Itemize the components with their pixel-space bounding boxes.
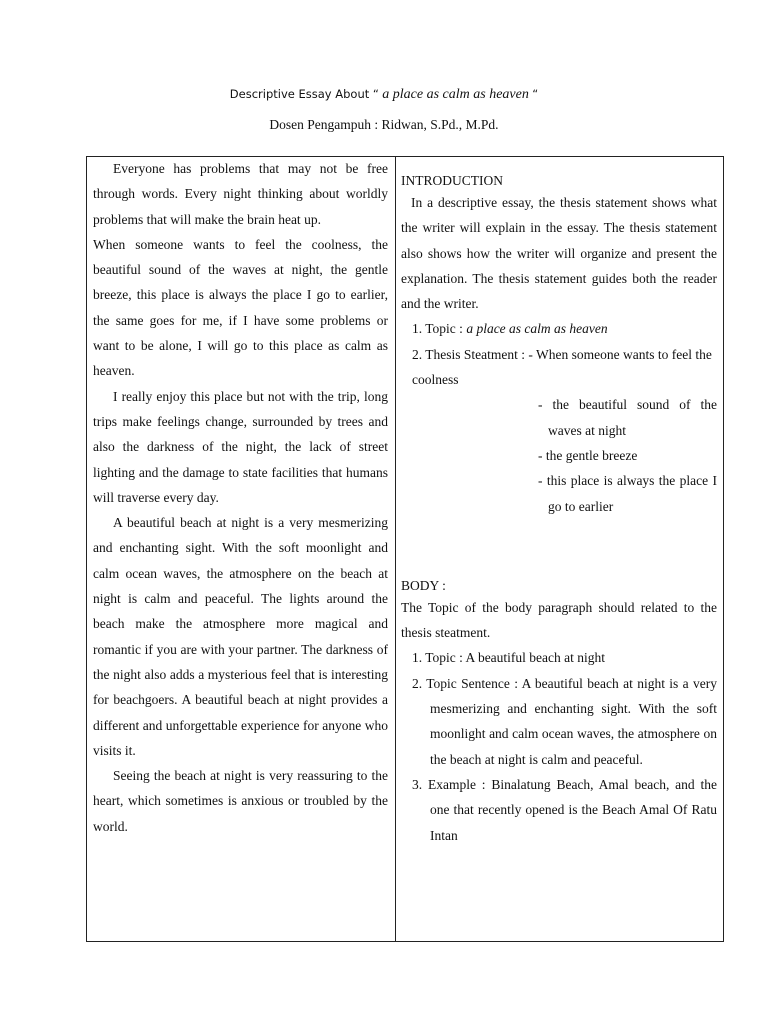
thesis-point: - this place is always the place I go to earlier	[538, 473, 717, 514]
thesis-point: - the beautiful sound of the waves at night	[538, 397, 717, 438]
body-item: 1. Topic : A beautiful beach at night	[412, 650, 606, 666]
introduction-heading: INTRODUCTION	[401, 173, 503, 188]
body-heading: BODY :	[401, 577, 446, 593]
outline-column	[401, 172, 717, 848]
title-suffix: “	[532, 87, 539, 101]
topic-value: a place as calm as heaven	[466, 321, 608, 337]
essay-table	[86, 156, 724, 942]
topic-label: 1. Topic :	[412, 321, 463, 337]
essay-paragraph: A beautiful beach at night is a very mesmerizing and enchanting sight. With the soft moonlight and calm ocean waves, the atmosphere on the beach at night is calm and peaceful. The lights around the beach make the atmosphere more magical and romantic if you are with your partner. The darkness of the night also adds a mysterious feel that is interesting for beachgoers. A beautiful beach at night provides a different and unforgettable experience for anyone who visits it.	[93, 515, 388, 758]
essay-paragraph: I really enjoy this place but not with the trip, long trips make feelings change, surrounded by trees and also the darkness of the night, the lack of street lighting and the damage to state facilities that humans will traverse every day.	[93, 388, 388, 505]
column-divider	[395, 157, 396, 941]
essay-paragraph: Everyone has problems that may not be free through words. Every night thinking about worldly problems that will make the brain heat up.	[93, 161, 388, 227]
thesis-point: When someone wants to feel the coolness	[412, 346, 712, 388]
essay-paragraph: When someone wants to feel the coolness, the beautiful sound of the waves at night, the gentle breeze, this place is always the place I go to earlier, the same goes for me, if I have some problems or want to be alone, I will go to this place as calm as heaven.	[93, 236, 388, 379]
introduction-text: In a descriptive essay, the thesis statement shows what the writer will explain in the essay. The thesis statement also shows how the writer will organize and present the explanation. The thesis statement guides both the reader and the writer.	[401, 195, 717, 312]
topic-item	[401, 316, 717, 341]
thesis-point: - the gentle breeze	[538, 447, 638, 463]
title-prefix: Descriptive Essay About “	[229, 87, 379, 101]
title-topic: a place as calm as heaven	[382, 87, 529, 102]
body-item: 2. Topic Sentence : A beautiful beach at night is a very mesmerizing and enchanting sight. With the soft moonlight and calm ocean waves, the atmosphere on the beach at night is calm and peaceful.	[412, 675, 717, 767]
thesis-label: 2. Thesis Steatment : -	[412, 346, 533, 362]
lecturer-line: Dosen Pengampuh : Ridwan, S.Pd., M.Pd.	[269, 117, 499, 132]
body-text: The Topic of the body paragraph should related to the thesis steatment.	[401, 599, 717, 641]
essay-column	[93, 156, 388, 839]
body-item: 3. Example : Binalatung Beach, Amal beach, and the one that recently opened is the Beach Amal Of Ratu Intan	[412, 776, 717, 843]
document-title	[0, 86, 768, 103]
thesis-item	[401, 342, 717, 393]
essay-paragraph: Seeing the beach at night is very reassuring to the heart, which sometimes is anxious or troubled by the world.	[93, 768, 388, 834]
